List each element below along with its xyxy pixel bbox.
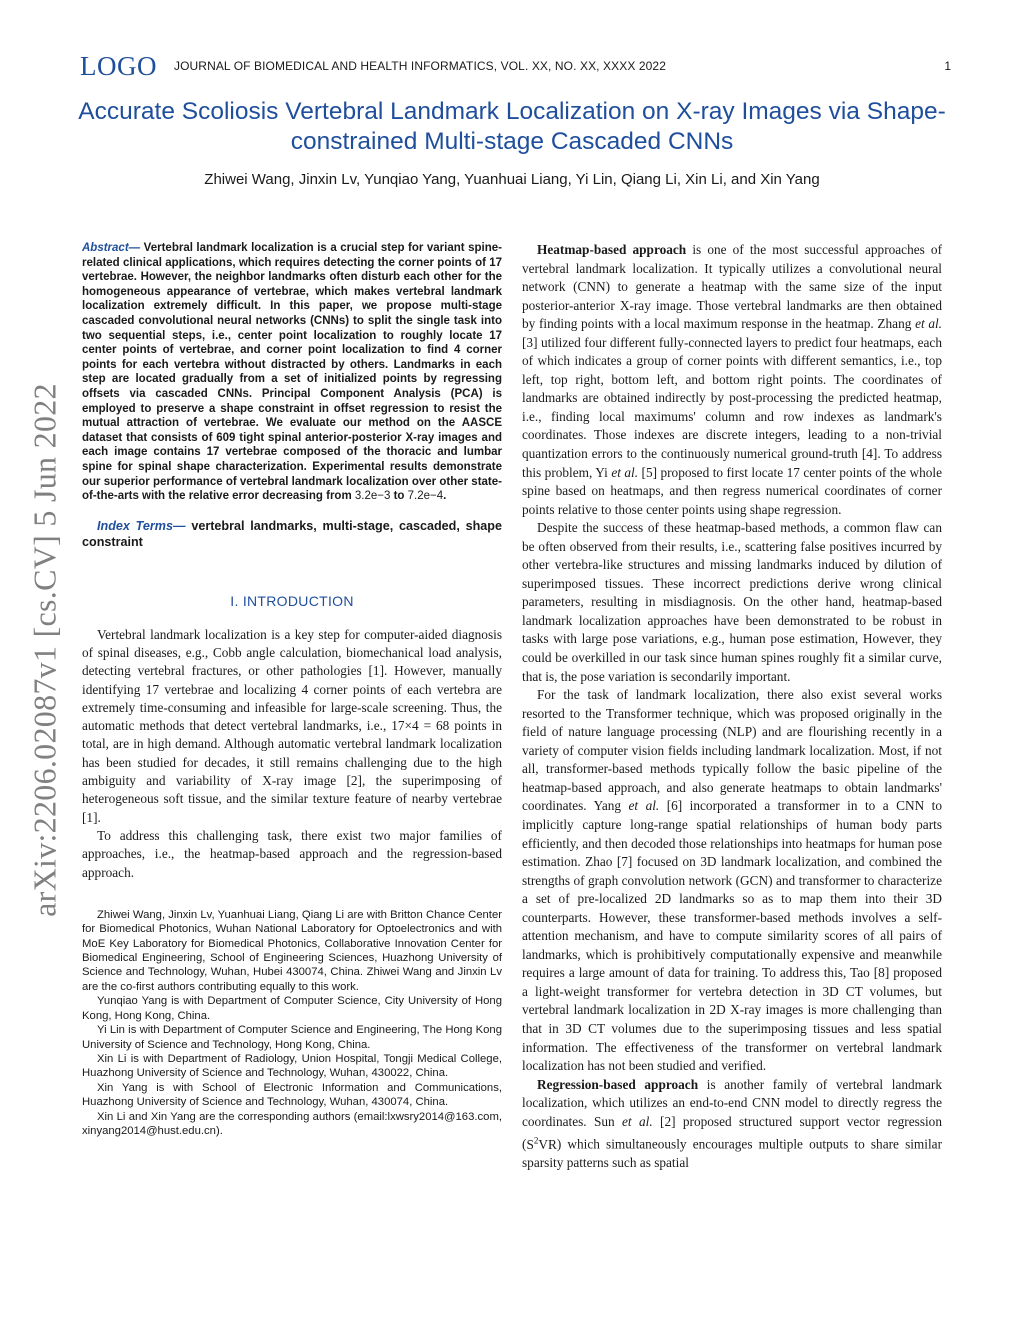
regression-approach-lead: Regression-based approach — [537, 1076, 699, 1092]
s2vr-symbol — [526, 1137, 556, 1152]
abstract-from-value: 3.2e−3 — [354, 490, 391, 503]
abstract — [82, 241, 502, 504]
section-heading-introduction: I. INTRODUCTION — [230, 592, 354, 609]
header-logo: LOGO — [80, 51, 157, 81]
paragraph-text: [5] proposed to first locate 17 center points of the whole spine based on heatmaps, and then regress numerical coordinates of corner points relative to those center points using shape regression. — [522, 464, 943, 517]
heatmap-approach-lead: Heatmap-based approach — [537, 242, 687, 257]
left-column — [82, 241, 502, 1138]
paragraph-text: [6] incorporated a transformer in to a CNN to implicitly capture long-range spatial relationships of human body parts efficiently, and then decoded those relationships into heatmaps for human pose estimation. Zhao [7] focused on 3D landmark localization, and combined the strengths of graph convolution network (GCN) and transformer to characterize a set of pre-localized 2D landmarks so as to map them into their 3D counterparts. However, these transformer-based methods involves a self-attention mechanism, and have to compute similarity scores of all pairs of landmarks, which is prohibitively computationally expensive and meanwhile requires a large amount of data for training. To address this, Tao [8] proposed a light-weight transformer for vertebra detection in 3D CT volumes, but vertebral landmark localization in 2D X-ray images is more challenging than that in 3D CT volumes due to the superimposing tissues and less spatial information. The effectiveness of the transformer on vertebral landmark localization has not been studied and verified. — [522, 798, 943, 1074]
et-al: et al. — [628, 798, 660, 814]
intro-paragraph-2: To address this challenging task, there exist two major families of approaches, i.e., the heatmap-based approach and the regression-based approach. — [82, 827, 502, 880]
s2vr-superscript: 2 — [533, 1135, 539, 1146]
et-al: et al. — [915, 316, 942, 332]
s2vr-tail: VR — [538, 1136, 557, 1152]
transformer-paragraph — [522, 686, 942, 1075]
affiliation-footnotes — [82, 908, 502, 1139]
paragraph-text: [3] utilized four different fully-connected layers to predict four heatmaps, each of which indicates a group of corner points with different semantics, i.e., top left, top right, bottom left, and bottom right points. The coordinates of landmarks are obtained indirectly by post-processing the predicted heatmap, i.e., finding local maximums' column and row indexes as landmark's coordinates. Those indexes are discrete integers, leading to a non-trivial quantization errors to the continuously numerical ground-truth [4]. To address this problem, Yi — [522, 334, 942, 480]
abstract-end: . — [443, 490, 447, 503]
abstract-to-value: 7.2e−4 — [407, 490, 444, 503]
affiliation-note: Zhiwei Wang, Jinxin Lv, Yuanhuai Liang, Qiang Li are with Britton Chance Center for Biomedical Photonics, Wuhan National Laboratory for Optoelectronics and with MoE Key Laboratory for Biomedical Photonics, Collaborative Innovation Center for Biomedical Engineering, School of Engineering Sciences, Huazhong University of Science and Technology, Wuhan, Hubei 430074, China. Zhiwei Wang and Jinxin Lv are the co-first authors contributing equally to this work. — [82, 908, 502, 993]
abstract-label: Abstract— — [82, 242, 141, 254]
arxiv-identifier: arXiv:2206.02087v1 [cs.CV] 5 Jun 2022 — [26, 383, 63, 917]
paragraph-text: [2] proposed structured support vector regression ( — [522, 1113, 942, 1152]
index-terms-label: Index Terms— — [97, 518, 186, 533]
affiliation-note: Xin Yang is with School of Electronic Information and Communications, Huazhong University of Science and Technology, Wuhan, 430074, China. — [82, 1081, 502, 1109]
affiliation-note: Yunqiao Yang is with Department of Computer Science, City University of Hong Kong, Hong Kong, China. — [82, 995, 502, 1022]
index-terms — [82, 518, 502, 551]
paragraph-text: ) which simultaneously encourages multiple outputs to share similar sparsity patterns such as spatial — [522, 1136, 942, 1171]
heatmap-approach-paragraph — [522, 241, 942, 519]
paragraph-text: For the task of landmark localization, there also exist several works resorted to the Transformer technique, which was proposed originally in the field of nature language processing (NLP) and are flourishing recently in a variety of computer vision fields including landmark localization. Most, if not all, transformer-based methods typically follow the basic pipeline of the heatmap-based approach, and also generate heatmaps to obtain landmarks' coordinates. Yang — [522, 687, 942, 814]
regression-approach-paragraph — [522, 1076, 942, 1173]
et-al: et al. — [611, 464, 639, 480]
abstract-text: Vertebral landmark localization is a crucial step for variant spine-related clinical applications, which requires detecting the corner points of 17 vertebrae. However, the neighbor landmarks often disturb each other for the homogeneous appearance of vertebrae, which makes vertebral landmark localization extremely difficult. In this paper, we propose multi-stage cascaded convolutional neural networks (CNNs) to split the single task into two sequential steps, i.e., center point localization to roughly locate 17 center points of vertebrae, and corner point localization to find 4 corner points for each vertebra without distracted by others. Landmarks in each step are located gradually from a set of initialized points by regressing offsets via cascaded CNNs. Principal Component Analysis (PCA) is employed to preserve a shape constraint in offset regression to resist the mutual attraction of vertebrae. We evaluate our method on the AASCE dataset that consists of 609 tight spinal anterior-posterior X-ray images and each image contains 17 vertebrae composed of the thoracic and lumbar spine for spinal shape characterization. Experimental results demonstrate our superior performance of vertebral landmark localization over other state-of-the-arts with the relative error decreasing from — [82, 242, 502, 503]
abstract-to-word: to — [390, 490, 408, 503]
intro-paragraph-1: Vertebral landmark localization is a key step for computer-aided diagnosis of spinal diseases, e.g., Cobb angle calculation, biomechanical load analysis, detecting vertebral fractures, or other pathologies [1]. However, manually identifying 17 vertebrae and localizing 4 corner points of each vertebra are extremely time-consuming and infeasible for large-scale screening. Thus, the automatic methods that detect vertebral landmarks, i.e., 17×4 = 68 points in total, are in high demand. Although automatic vertebral landmark localization has been studied for decades, it still remains challenging due to the high ambiguity and variability of X-ray image [2], the superimposing of heterogeneous soft tissue, and the similar texture feature of nearby vertebrae [1]. — [82, 626, 502, 825]
page-number: 1 — [944, 59, 951, 73]
arxiv-stamp — [15, 365, 75, 935]
corresponding-authors-note: Xin Li and Xin Yang are the corresponding authors (email:lxwsry2014@163.com, xinyang2014@hust.edu.cn). — [82, 1110, 502, 1137]
journal-header: JOURNAL OF BIOMEDICAL AND HEALTH INFORMATICS, VOL. XX, NO. XX, XXXX 2022 — [174, 59, 666, 73]
index-terms-text: vertebral landmarks, multi-stage, cascaded, shape constraint — [82, 518, 502, 550]
heatmap-flaw-paragraph: Despite the success of these heatmap-based methods, a common flaw can be often observed from their results, i.e., scattering false positives incurred by other vertebra-like structures and missing landmarks induced by dilution of superimposed tissues. These incorrect predictions derive wrong clinical parameters, resulting in misdiagnosis. On the other hand, heatmap-based landmark localization approaches have been demonstrated to be robust in tasks with large pose variations, e.g., human pose estimation, However, they could be overkilled in our task since human spines roughly fit a similar curve, that is, the pose variation is secondarily important. — [522, 520, 942, 684]
s2vr-base: S — [526, 1136, 534, 1152]
paragraph-text: is another family of vertebral landmark localization, which utilizes an end-to-end CNN model to directly regress the coordinates. Sun — [522, 1076, 942, 1129]
paragraph-text: is one of the most successful approaches of vertebral landmark localization. It typically utilizes a convolutional neural network (CNN) to generate a heatmap with the same size of the input posterior-anterior X-ray image. Those vertebral landmarks are then obtained by finding points with a local maximum response in the heatmap. Zhang — [522, 242, 943, 332]
et-al: et al. — [622, 1113, 653, 1129]
affiliation-note: Yi Lin is with Department of Computer Science and Engineering, The Hong Kong University of Science and Technology, Hong Kong, China. — [82, 1024, 502, 1051]
author-list: Zhiwei Wang, Jinxin Lv, Yunqiao Yang, Yuanhuai Liang, Yi Lin, Qiang Li, Xin Li, and Xin Yang — [204, 171, 820, 188]
right-column — [522, 241, 942, 1173]
affiliation-note: Xin Li is with Department of Radiology, Union Hospital, Tongji Medical College, Huazhong University of Science and Technology, Wuhan, 430022, China. — [82, 1052, 502, 1080]
paper-title: Accurate Scoliosis Vertebral Landmark Localization on X-ray Images via Shape-constrained Multi-stage Cascaded CNNs — [78, 98, 946, 155]
